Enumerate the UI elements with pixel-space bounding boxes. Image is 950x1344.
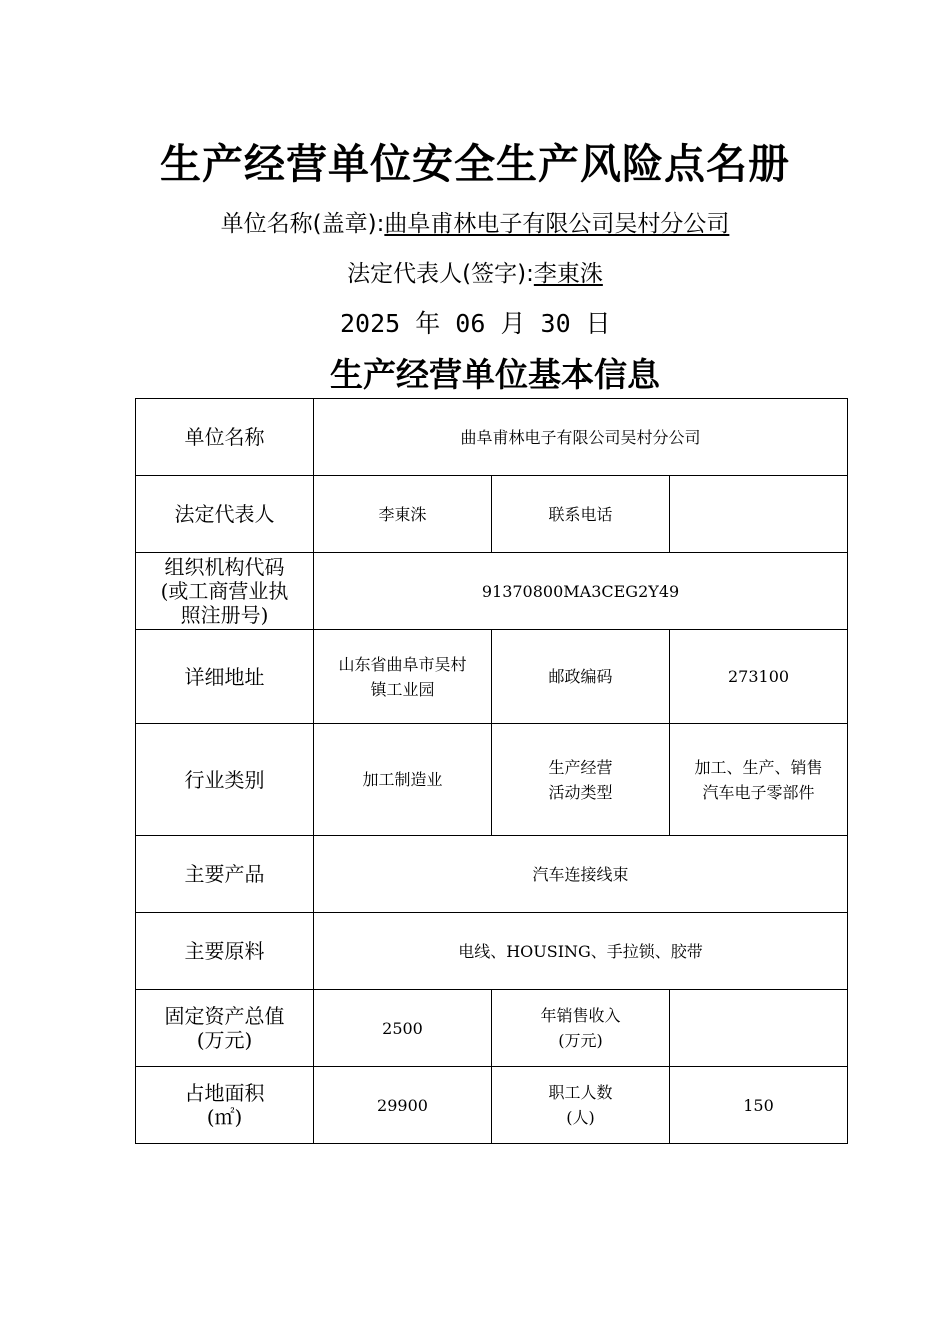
postcode-cell: 273100: [670, 630, 848, 724]
assets-cell: 2500: [314, 990, 492, 1067]
area-label-line: 占地面积: [184, 1081, 265, 1105]
assets-label-cell: [136, 990, 314, 1067]
table-row: [136, 553, 848, 630]
phone-label-cell: 联系电话: [492, 476, 670, 553]
table-row: [136, 913, 848, 990]
assets-label-line: (万元): [196, 1028, 253, 1052]
area-label-line: (㎡): [206, 1105, 243, 1129]
unit-name-line: [0, 208, 950, 240]
staff-cell: 150: [670, 1067, 848, 1144]
products-cell: 汽车连接线束: [314, 836, 848, 913]
materials-cell: 电线、HOUSING、手拉锁、胶带: [314, 913, 848, 990]
materials-label-cell: 主要原料: [136, 913, 314, 990]
table-row: [136, 990, 848, 1067]
industry-cell: 加工制造业: [314, 724, 492, 836]
legal-rep-label: 法定代表人(签字):: [347, 261, 534, 287]
table-row: [136, 836, 848, 913]
staff-label-line: 职工人数: [548, 1083, 613, 1102]
area-cell: 29900: [314, 1067, 492, 1144]
sales-cell: [670, 990, 848, 1067]
table-row: [136, 1067, 848, 1144]
unit-name-label-cell: 单位名称: [136, 399, 314, 476]
org-code-label-line: 照注册号): [180, 603, 269, 627]
org-code-label-line: 组织机构代码: [164, 555, 285, 579]
activity-label-line: 生产经营: [548, 757, 613, 777]
org-code-label-cell: [136, 553, 314, 630]
table-row: [136, 724, 848, 836]
table-row: [136, 399, 848, 476]
org-code-cell: 91370800MA3CEG2Y49: [314, 553, 848, 630]
staff-label-line: (人): [566, 1108, 595, 1127]
unit-name-value: 曲阜甫林电子有限公司吴村分公司: [384, 211, 730, 237]
document-date: 2025 年 06 月 30 日: [340, 309, 611, 338]
section-title: 生产经营单位基本信息: [330, 355, 660, 394]
address-line: 山东省曲阜市吴村: [338, 654, 467, 674]
address-line: 镇工业园: [370, 679, 435, 699]
sales-label-line: 年销售收入: [540, 1006, 621, 1025]
legal-rep-cell: 李東洙: [314, 476, 492, 553]
activity-line: 加工、生产、销售: [694, 757, 823, 777]
address-cell: [314, 630, 492, 724]
industry-label-cell: 行业类别: [136, 724, 314, 836]
unit-name-cell: 曲阜甫林电子有限公司吴村分公司: [314, 399, 848, 476]
products-label-cell: 主要产品: [136, 836, 314, 913]
postcode-label-cell: 邮政编码: [492, 630, 670, 724]
legal-rep-line: [0, 258, 950, 290]
activity-label-cell: [492, 724, 670, 836]
assets-label-line: 固定资产总值: [164, 1004, 285, 1028]
activity-line: 汽车电子零部件: [702, 782, 815, 802]
legal-rep-value: 李東洙: [533, 261, 603, 287]
unit-name-label: 单位名称(盖章):: [220, 211, 385, 237]
basic-info-table: [135, 398, 848, 1144]
activity-label-line: 活动类型: [548, 782, 613, 802]
staff-label-cell: [492, 1067, 670, 1144]
table-row: [136, 476, 848, 553]
table-row: [136, 630, 848, 724]
sales-label-cell: [492, 990, 670, 1067]
phone-cell: [670, 476, 848, 553]
sales-label-line: (万元): [558, 1031, 603, 1050]
document-title: 生产经营单位安全生产风险点名册: [160, 140, 790, 188]
area-label-cell: [136, 1067, 314, 1144]
legal-rep-label-cell: 法定代表人: [136, 476, 314, 553]
org-code-label-line: (或工商营业执: [160, 579, 289, 603]
activity-cell: [670, 724, 848, 836]
address-label-cell: 详细地址: [136, 630, 314, 724]
